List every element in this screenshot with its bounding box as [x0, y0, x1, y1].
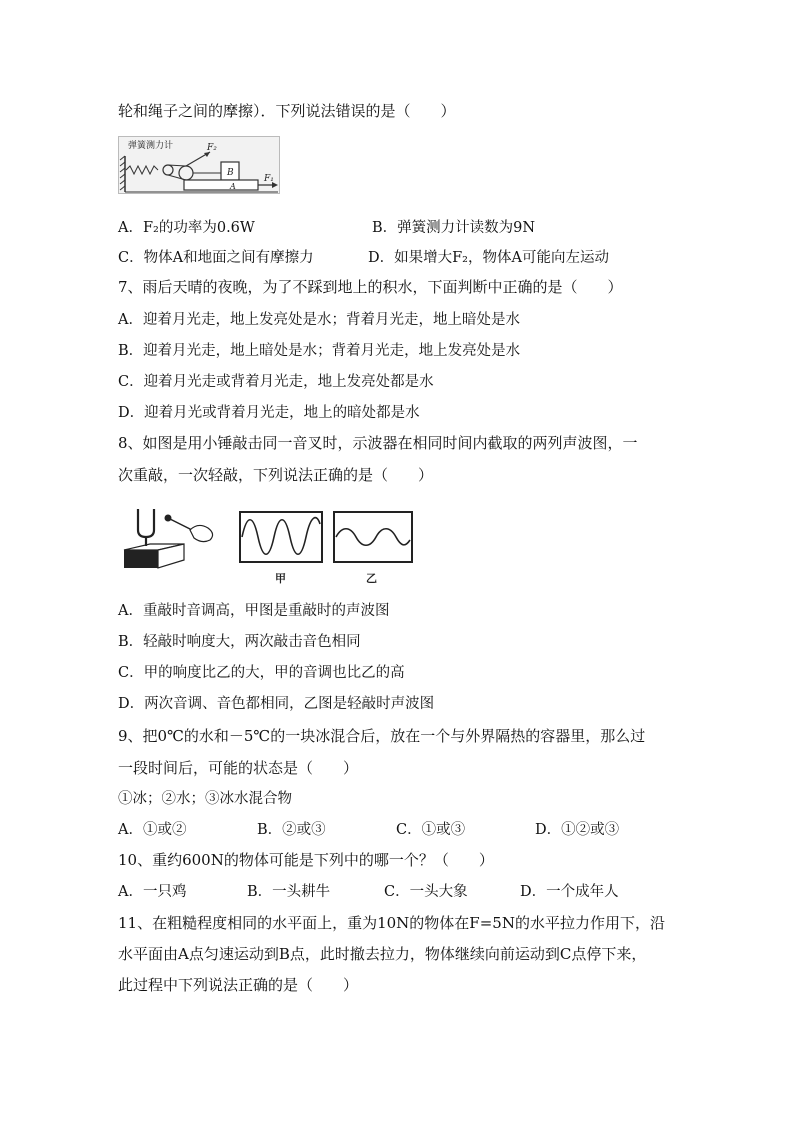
q7-option-b: B．迎着月光走，地上暗处是水；背着月光走，地上发亮处是水 [118, 343, 521, 359]
q6-option-d: D．如果增大F₂，物体A可能向左运动 [368, 250, 609, 266]
q9-stem-line2: 一段时间后，可能的状态是（ ） [118, 759, 359, 777]
label-f2: F₂ [207, 143, 217, 153]
q9-option-c: C．①或③ [396, 822, 466, 838]
label-f1: F₁ [264, 174, 274, 184]
q9-option-a: A．①或② [118, 822, 187, 838]
q9-stem-line1: 9、把0℃的水和－5℃的一块冰混合后，放在一个与外界隔热的容器里，那么过 [118, 727, 646, 745]
pulley-diagram [118, 136, 280, 194]
q7-option-a: A．迎着月光走，地上发亮处是水；背着月光走，地上暗处是水 [118, 312, 520, 328]
q10-stem: 10、重约600N的物体可能是下列中的哪一个？（ ） [118, 851, 494, 869]
q11-stem-line3: 此过程中下列说法正确的是（ ） [118, 976, 359, 994]
q8-option-d: D．两次音调、音色都相同，乙图是轻敲时声波图 [118, 696, 435, 712]
q7-option-d: D．迎着月光或背着月光走，地上的暗处都是水 [118, 405, 420, 421]
q10-option-c: C．一头大象 [384, 884, 468, 900]
label-yi: 乙 [366, 572, 377, 585]
q8-option-b: B．轻敲时响度大，两次敲击音色相同 [118, 634, 361, 650]
q11-stem-line1: 11、在粗糙程度相同的水平面上，重为10N的物体在F=5N的水平拉力作用下，沿 [118, 914, 665, 932]
label-spring-scale: 弹簧测力计 [128, 141, 174, 151]
q8-option-c: C．甲的响度比乙的大，甲的音调也比乙的高 [118, 665, 405, 681]
label-a: A [230, 182, 236, 191]
q10-option-b: B．一头耕牛 [247, 884, 331, 900]
q6-figure [118, 136, 280, 194]
q10-option-a: A．一只鸡 [118, 884, 187, 900]
q6-option-a: A．F₂的功率为0.6W [118, 220, 255, 236]
label-b: B [227, 168, 234, 178]
q8-stem-line1: 8、如图是用小锤敲击同一音叉时，示波器在相同时间内截取的两列声波图，一 [118, 434, 638, 452]
q6-option-c: C．物体A和地面之间有摩擦力 [118, 250, 314, 266]
q9-states: ①冰；②水；③冰水混合物 [118, 791, 292, 807]
q11-stem-line2: 水平面由A点匀速运动到B点，此时撤去拉力，物体继续向前运动到C点停下来， [118, 945, 647, 963]
label-jia: 甲 [275, 572, 286, 585]
q6-stem-tail: 轮和绳子之间的摩擦）．下列说法错误的是（ ） [118, 102, 456, 120]
q8-stem-line2: 次重敲，一次轻敲，下列说法正确的是（ ） [118, 466, 434, 484]
q8-figure [120, 504, 420, 586]
tuning-fork-oscilloscope-diagram [120, 504, 420, 586]
q9-option-d: D．①②或③ [535, 822, 620, 838]
q6-option-b: B．弹簧测力计读数为9N [372, 220, 536, 236]
q7-option-c: C．迎着月光走或背着月光走，地上发亮处都是水 [118, 374, 434, 390]
q8-option-a: A．重敲时音调高，甲图是重敲时的声波图 [118, 603, 390, 619]
q10-option-d: D．一个成年人 [520, 884, 619, 900]
q9-option-b: B．②或③ [257, 822, 326, 838]
q7-stem: 7、雨后天晴的夜晚，为了不踩到地上的积水，下面判断中正确的是（ ） [118, 278, 623, 296]
